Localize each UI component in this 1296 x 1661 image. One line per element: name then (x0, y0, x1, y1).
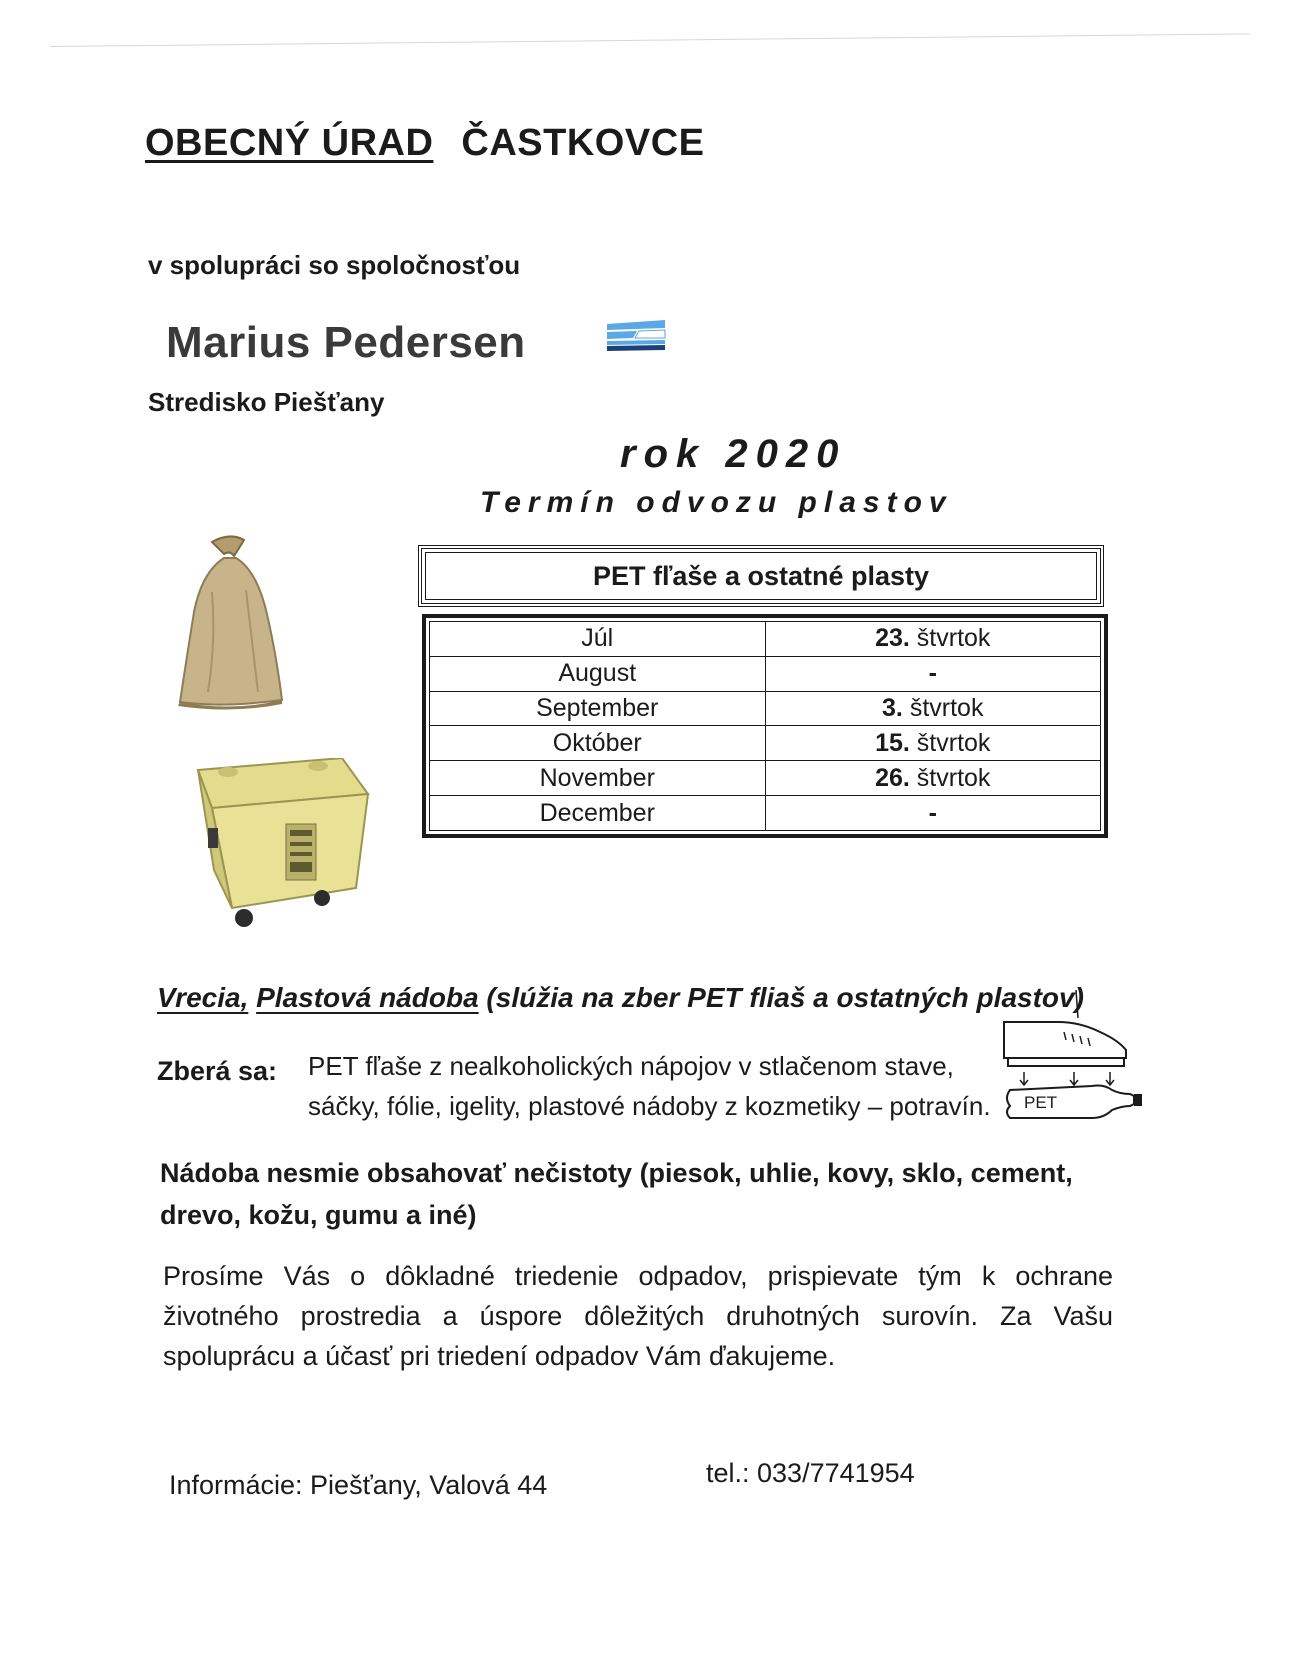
center-name: Stredisko Piešťany (148, 387, 385, 417)
usage-note: (slúžia na zber PET fliaš a ostatných plastov) (486, 982, 1084, 1013)
collect-line-1: PET fľaše z nealkoholických nápojov v stlačenom stave, (308, 1051, 954, 1081)
usage-heading (157, 982, 1084, 1014)
month-cell: December (430, 796, 766, 831)
scan-edge-line (50, 33, 1250, 47)
schedule-subtitle: Termín odvozu plastov (480, 486, 953, 519)
office-label: OBECNÝ ÚRAD (145, 122, 434, 164)
pet-icon-label: PET (1024, 1093, 1058, 1112)
table-row (430, 761, 1101, 796)
date-cell: 23. štvrtok (765, 622, 1101, 657)
table-row (430, 691, 1101, 726)
table-row (430, 726, 1101, 761)
company-logo (603, 318, 669, 352)
usage-item-sacks: Vrecia, (157, 982, 249, 1013)
table-row (430, 796, 1101, 831)
collect-line-2: sáčky, fólie, igelity, plastové nádoby z kozmetiky – potravín. (308, 1091, 991, 1121)
container-bin-image (192, 758, 372, 928)
page-title (145, 122, 704, 165)
table-row (430, 656, 1101, 691)
month-cell: August (430, 656, 766, 691)
date-cell: - (765, 796, 1101, 831)
request-text: Prosíme Vás o dôkladné triedenie odpadov, prispievate tým k ochrane životného prostredia a úspore dôležitých druhotných surovín. Za Vašu spoluprácu a účasť pri triedení odpadov Vám ďakujeme. (163, 1261, 1113, 1371)
month-cell: Júl (430, 622, 766, 657)
municipality-name: ČASTKOVCE (461, 122, 705, 164)
info-address: Informácie: Piešťany, Valová 44 (169, 1470, 548, 1500)
warning-text: Nádoba nesmie obsahovať nečistoty (piesok, uhlie, kovy, sklo, cement, drevo, kožu, gumu a iné) (160, 1158, 1073, 1230)
date-cell: 15. štvrtok (765, 726, 1101, 761)
date-cell: 26. štvrtok (765, 761, 1101, 796)
company-name: Marius Pedersen (166, 318, 526, 367)
month-cell: Október (430, 726, 766, 761)
schedule-header-text: PET fľaše a ostatné plasty (592, 560, 930, 591)
year-title: rok 2020 (620, 432, 847, 476)
schedule-table (422, 614, 1108, 838)
schedule-header (418, 545, 1104, 607)
usage-item-container: Plastová nádoba (256, 982, 479, 1013)
month-cell: September (430, 691, 766, 726)
date-cell: - (765, 656, 1101, 691)
date-cell: 3. štvrtok (765, 691, 1101, 726)
table-row (430, 622, 1101, 657)
month-cell: November (430, 761, 766, 796)
sack-image (172, 532, 288, 712)
cooperation-text: v spolupráci so spoločnosťou (148, 250, 521, 280)
collect-text (308, 1046, 991, 1126)
info-phone: tel.: 033/7741954 (706, 1458, 915, 1488)
collect-label: Zberá sa: (157, 1056, 278, 1086)
crush-bottle-icon (1000, 988, 1148, 1120)
